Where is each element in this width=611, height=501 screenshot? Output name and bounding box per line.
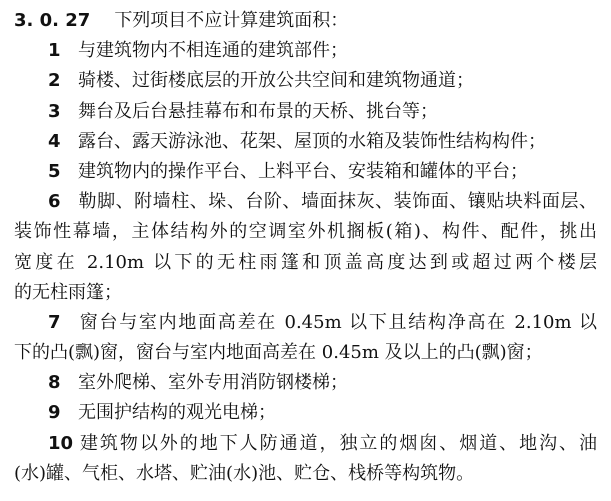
list-item [14,127,597,157]
item-number: 7 [48,311,61,333]
item-text: 露台、露天游泳池、花架、屋顶的水箱及装饰性结构构件； [78,130,546,152]
item-text: 窗台与室内地面高差在 0.45m 以下且结构净高在 2.10m 以 [78,311,597,333]
item-text: 建筑物以外的地下人防通道，独立的烟囱、烟道、地沟、油 [78,432,597,454]
item-number: 3 [48,100,61,122]
item-text: 室外爬梯、室外专用消防钢楼梯； [78,372,348,394]
list-item [14,187,597,217]
item-continuation-line: 宽度在 2.10m 以下的无柱雨篷和顶盖高度达到或超过两个楼层 [14,251,597,273]
item-number: 1 [48,40,61,62]
item-number: 6 [48,191,61,213]
list-item [14,157,597,187]
item-number: 10 [48,432,74,454]
list-item [14,36,597,66]
item-continuation-line: 装饰性幕墙，主体结构外的空调室外机搁板(箱)、构件、配件，挑出 [14,221,597,243]
list-item [14,429,597,459]
item-number: 4 [48,130,61,152]
clause-number: 3. 0. 27 [14,10,91,31]
item-text: 骑楼、过街楼底层的开放公共空间和建筑物通道； [78,70,474,92]
item-text: 无围护结构的观光电梯； [78,402,276,424]
item-number: 2 [48,70,61,92]
item-number: 9 [48,402,61,424]
item-number: 8 [48,372,61,394]
item-text: 勒脚、附墙柱、垛、台阶、墙面抹灰、装饰面、镶贴块料面层、 [78,191,597,213]
item-continuation-line: 的无柱雨篷； [14,281,122,303]
list-item [14,368,597,398]
item-number: 5 [48,160,61,182]
item-text: 建筑物内的操作平台、上料平台、安装箱和罐体的平台； [78,160,528,182]
item-continuation-line: (水)罐、气柜、水塔、贮油(水)池、贮仓、栈桥等构筑物。 [14,462,475,484]
list-item [14,66,597,96]
item-text: 舞台及后台悬挂幕布和布景的天桥、挑台等； [78,100,438,122]
list-item [14,398,597,428]
item-text: 与建筑物内不相连通的建筑部件； [78,40,348,62]
list-item [14,97,597,127]
clause-heading-line [14,6,597,36]
list-item [14,308,597,338]
clause-heading: 下列项目不应计算建筑面积： [114,10,349,31]
item-continuation-line: 下的凸(飘)窗，窗台与室内地面高差在 0.45m 及以上的凸(飘)窗； [14,342,543,364]
